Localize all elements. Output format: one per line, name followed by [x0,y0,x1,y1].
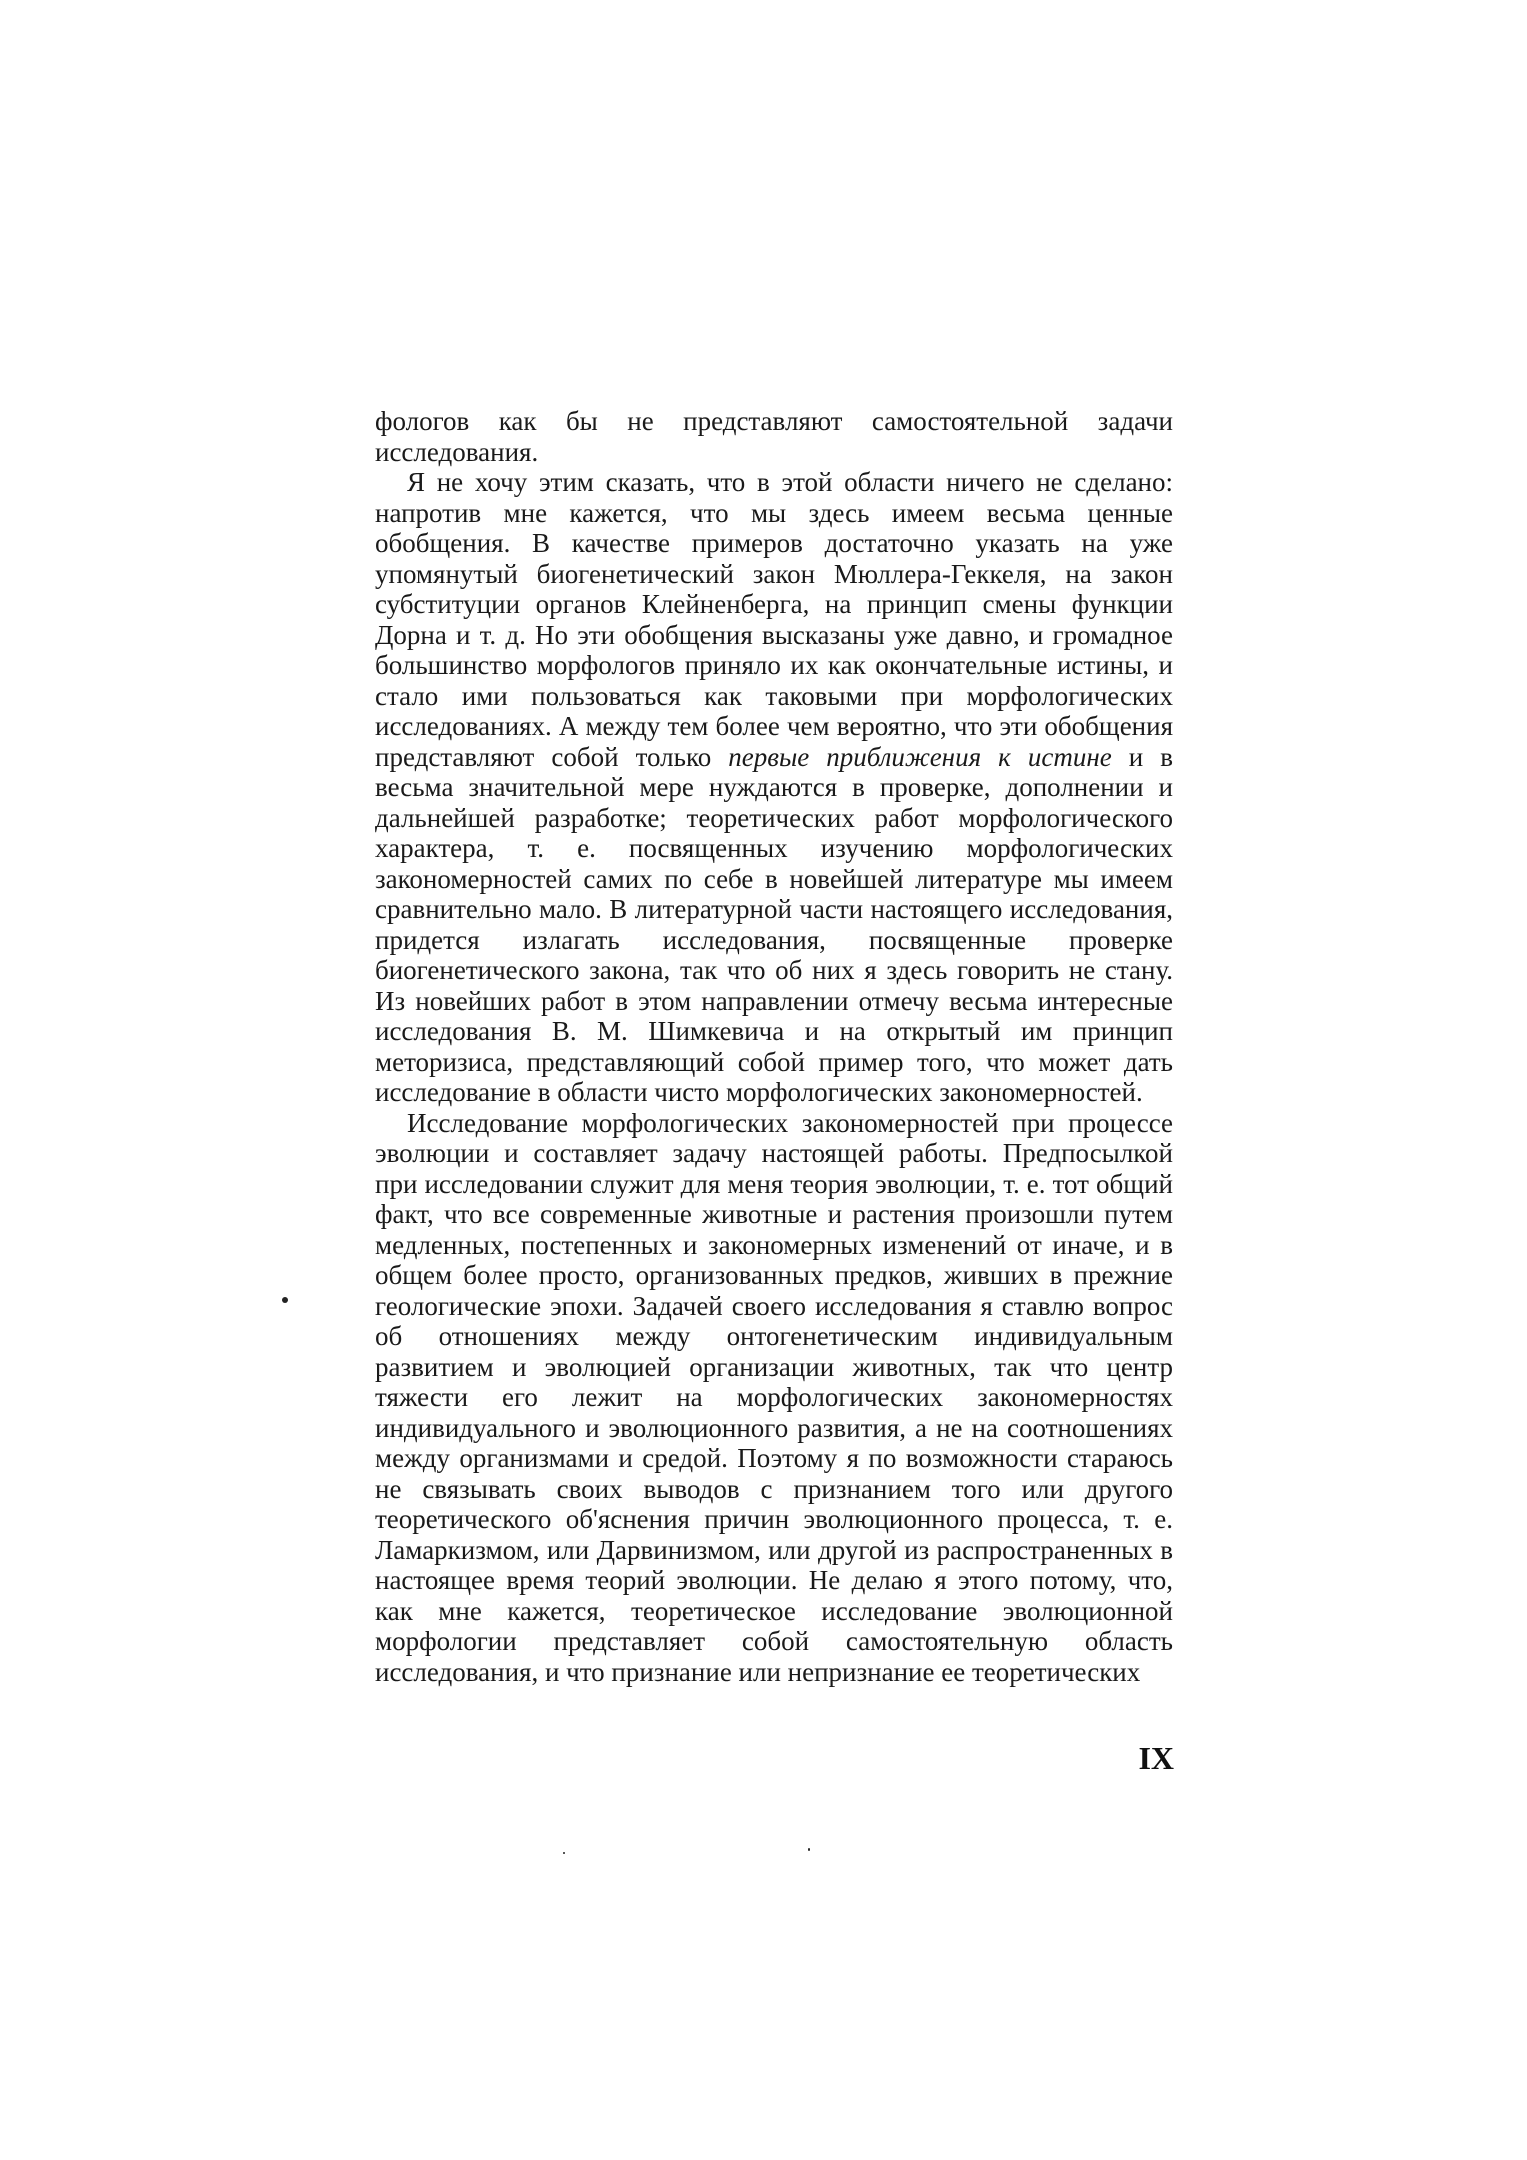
scan-speck [282,1297,288,1303]
paragraph-text: и в весьма значительной мере нуждаются в проверке, дополнении и дальнейшей разработке; теоретических работ морфологического характера, т. е. посвященных изучению морфологических закономерностей самих по себе в новейшей литературе мы имеем сравнительно мало. В литературной части настоящего исследования, придется излагать исследования, посвященные проверке биогенетического закона, так что об них я здесь говорить не стану. Из новейших работ в этом направлении отмечу весьма интересные исследования В. М. Шимкевича и на открытый им принцип меторизиса, представляющий собой пример того, что может дать исследование в области чисто морфологических закономерностей. [375,741,1173,1107]
paragraph [375,467,1173,1108]
page-number: IX [1138,1740,1174,1776]
paragraph-text: Я не хочу этим сказать, что в этой области ничего не сделано: напротив мне кажется, что мы здесь имеем весьма ценные обобщения. В качестве примеров достаточно указать на уже упомянутый биогенетический закон Мюллера-Геккеля, на закон субституции органов Клейненберга, на принцип смены функции Дорна и т. д. Но эти обобщения высказаны уже давно, и громадное большинство морфологов приняло их как окончательные истины, и стало ими пользоваться как таковыми при морфологических исследованиях. А между тем более чем вероятно, что эти обобщения представляют собой только [375,467,1173,772]
emphasized-phrase: первые приближения к истине [728,741,1112,772]
scan-speck [563,1852,565,1854]
scan-speck [808,1848,810,1851]
body-text [375,406,1173,1687]
paragraph: Исследование морфологических закономерностей при процессе эволюции и составляет задачу настоящей работы. Предпосылкой при исследовании служит для меня теория эволюции, т. е. тот общий факт, что все современные животные и растения произошли путем медленных, постепенных и закономерных изменений от иначе, и в общем более просто, организованных предков, живших в прежние геологические эпохи. Задачей своего исследования я ставлю вопрос об отношениях между онтогенетическим индивидуальным развитием и эволюцией организации животных, так что центр тяжести его лежит на морфологических закономерностях индивидуального и эволюционного развития, а не на соотношениях между организмами и средой. Поэтому я по возможности стараюсь не связывать своих выводов с признанием того или другого теоретического об'яснения причин эволюционного процесса, т. е. Ламаркизмом, или Дарвинизмом, или другой из распространенных в настоящее время теорий эволюции. Не делаю я этого потому, что, как мне кажется, теоретическое исследование эволюционной морфологии представляет собой самостоятельную область исследования, и что признание или непризнание ее теоретических [375,1107,1173,1687]
paragraph-continued: фологов как бы не представляют самостоятельной задачи исследования. [375,406,1173,467]
